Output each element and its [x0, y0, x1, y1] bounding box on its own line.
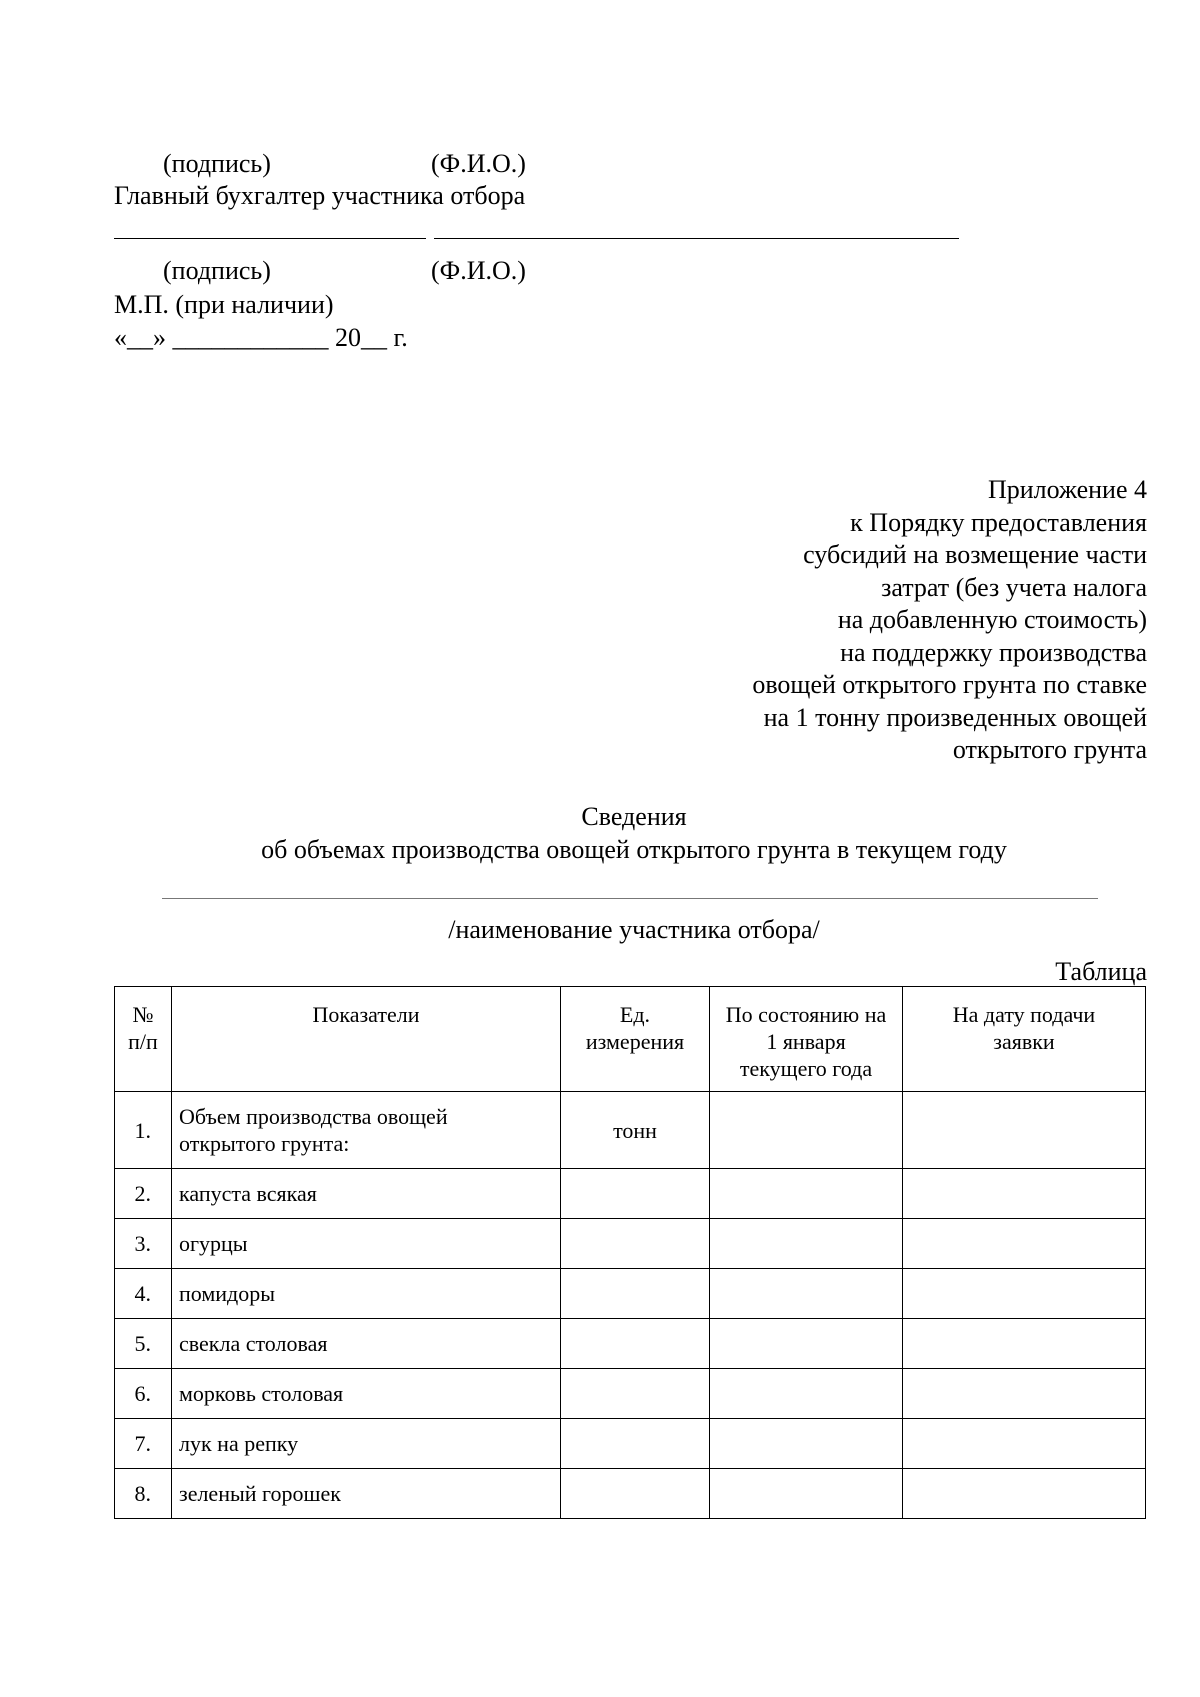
cell-jan1[interactable]	[710, 1219, 903, 1269]
fio-caption-2: (Ф.И.О.)	[431, 256, 526, 285]
table-label: Таблица	[1055, 957, 1147, 986]
date-line: «__» ____________ 20__ г.	[114, 323, 408, 352]
table-header-row	[115, 987, 1146, 1092]
cell-application-date[interactable]	[903, 1219, 1146, 1269]
signature-caption-2: (подпись)	[163, 256, 271, 285]
appendix-line: овощей открытого грунта по ставке	[752, 670, 1147, 699]
table-row: 1. Объем производства овощей открытого грунта: тонн	[115, 1092, 1146, 1169]
appendix-line: на добавленную стоимость)	[837, 605, 1147, 634]
header-unit: Ед. измерения	[561, 987, 710, 1092]
cell-application-date[interactable]	[903, 1469, 1146, 1519]
cell-jan1[interactable]	[710, 1092, 903, 1169]
appendix-line: открытого грунта	[952, 735, 1147, 764]
chief-accountant-label: Главный бухгалтер участника отбора	[114, 181, 526, 210]
header-jan1: По состоянию на 1 января текущего года	[710, 987, 903, 1092]
header-application-date: На дату подачи заявки	[903, 987, 1146, 1092]
cell-application-date[interactable]	[903, 1169, 1146, 1219]
appendix-line: к Порядку предоставления	[850, 507, 1147, 537]
header-indicators: Показатели	[172, 987, 561, 1092]
cell-jan1[interactable]	[710, 1419, 903, 1469]
participant-name-line	[162, 898, 1098, 899]
cell-application-date[interactable]	[903, 1092, 1146, 1169]
cell-application-date[interactable]	[903, 1369, 1146, 1419]
table-row: 2. капуста всякая	[115, 1169, 1146, 1219]
appendix-block	[752, 474, 1147, 767]
table-row: 3. огурцы	[115, 1219, 1146, 1269]
table-row: 6. морковь столовая	[115, 1369, 1146, 1419]
cell-application-date[interactable]	[903, 1419, 1146, 1469]
table-row: 8. зеленый горошек	[115, 1469, 1146, 1519]
cell-jan1[interactable]	[710, 1369, 903, 1419]
header-num: № п/п	[115, 987, 172, 1092]
signature-caption-1: (подпись)	[163, 149, 271, 178]
cell-jan1[interactable]	[710, 1319, 903, 1369]
cell-jan1[interactable]	[710, 1469, 903, 1519]
signature-line	[114, 238, 426, 239]
table-row: 4. помидоры	[115, 1269, 1146, 1319]
participant-caption: /наименование участника отбора/	[448, 915, 820, 944]
table-row: 5. свекла столовая	[115, 1319, 1146, 1369]
fio-caption-1: (Ф.И.О.)	[431, 149, 526, 178]
cell-application-date[interactable]	[903, 1269, 1146, 1319]
cell-application-date[interactable]	[903, 1319, 1146, 1369]
volumes-table	[114, 986, 1146, 1519]
table-row: 7. лук на репку	[115, 1419, 1146, 1469]
fio-line	[434, 238, 959, 239]
cell-jan1[interactable]	[710, 1269, 903, 1319]
appendix-line: на 1 тонну произведенных овощей	[763, 702, 1147, 732]
appendix-line: на поддержку производства	[840, 637, 1147, 667]
document-subtitle: об объемах производства овощей открытого грунта в текущем году	[261, 835, 1007, 864]
appendix-line: субсидий на возмещение части	[803, 540, 1147, 569]
cell-jan1[interactable]	[710, 1169, 903, 1219]
stamp-label: М.П. (при наличии)	[114, 290, 334, 319]
appendix-line: затрат (без учета налога	[881, 572, 1147, 602]
appendix-line: Приложение 4	[987, 475, 1147, 504]
document-title: Сведения	[581, 802, 687, 831]
